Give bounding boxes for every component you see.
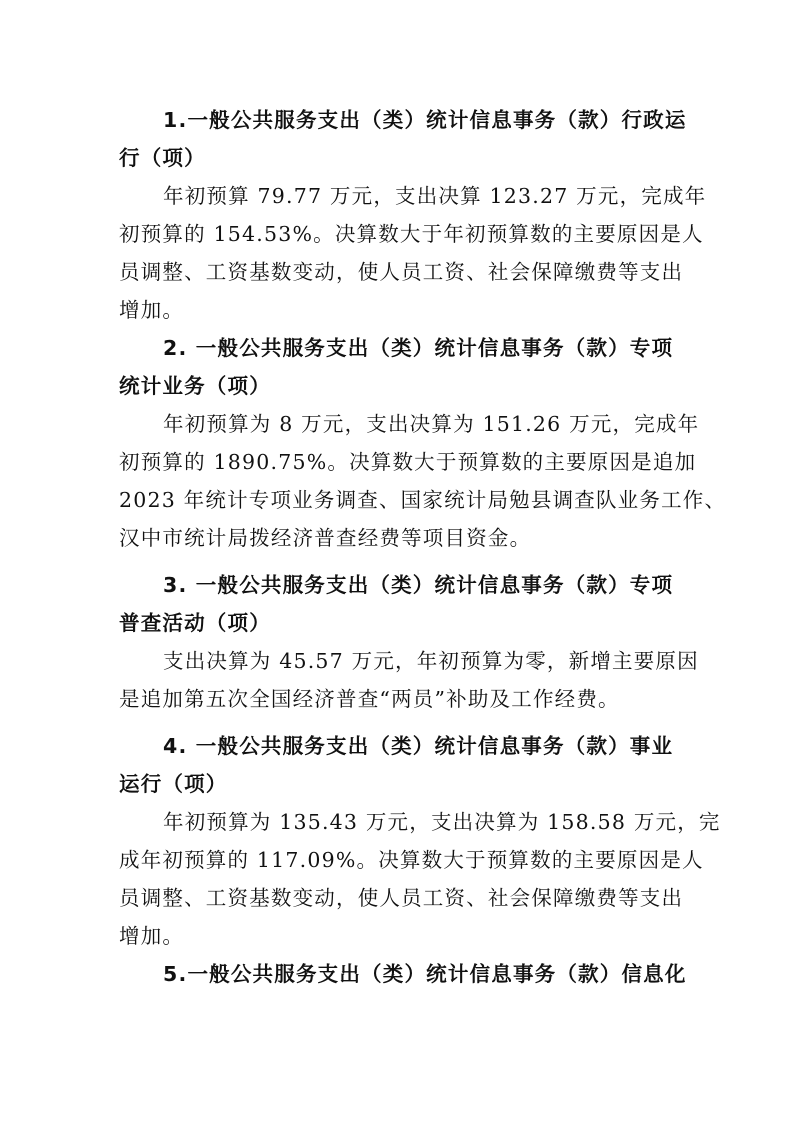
section-1-body-line-2: 初预算的 154.53%。决算数大于年初预算数的主要原因是人 — [119, 222, 704, 246]
section-2-heading-line-1: 2. 一般公共服务支出（类）统计信息事务（款）专项 — [163, 336, 674, 360]
section-4-heading-line-2: 运行（项） — [119, 772, 228, 796]
section-1-body-line-3: 员调整、工资基数变动，使人员工资、社会保障缴费等支出 — [119, 260, 684, 284]
section-1-body-line-1: 年初预算 79.77 万元，支出决算 123.27 万元，完成年 — [163, 184, 707, 208]
section-2-body-line-3: 2023 年统计专项业务调查、国家统计局勉县调查队业务工作、 — [119, 488, 727, 512]
section-4-body-line-4: 增加。 — [119, 924, 185, 948]
section-4-heading-line-1: 4. 一般公共服务支出（类）统计信息事务（款）事业 — [163, 734, 674, 758]
section-2-body-line-4: 汉中市统计局拨经济普查经费等项目资金。 — [119, 526, 532, 550]
section-2-heading-line-2: 统计业务（项） — [119, 374, 271, 398]
section-3-body-line-2: 是追加第五次全国经济普查“两员”补助及工作经费。 — [119, 687, 620, 711]
section-3-body-line-1: 支出决算为 45.57 万元，年初预算为零，新增主要原因 — [163, 649, 699, 673]
section-5-heading-line-1: 5.一般公共服务支出（类）统计信息事务（款）信息化 — [163, 962, 687, 986]
section-3-heading-line-2: 普查活动（项） — [119, 611, 271, 635]
section-4-body-line-2: 成年初预算的 117.09%。决算数大于预算数的主要原因是人 — [119, 848, 704, 872]
section-1-heading-line-1: 1.一般公共服务支出（类）统计信息事务（款）行政运 — [163, 108, 687, 132]
section-3-heading-line-1: 3. 一般公共服务支出（类）统计信息事务（款）专项 — [163, 573, 674, 597]
section-1-heading-line-2: 行（项） — [119, 146, 206, 170]
section-4-body-line-3: 员调整、工资基数变动，使人员工资、社会保障缴费等支出 — [119, 886, 684, 910]
section-2-body-line-2: 初预算的 1890.75%。决算数大于预算数的主要原因是追加 — [119, 450, 697, 474]
section-4-body-line-1: 年初预算为 135.43 万元，支出决算为 158.58 万元，完 — [163, 810, 721, 834]
section-1-body-line-4: 增加。 — [119, 298, 185, 322]
section-2-body-line-1: 年初预算为 8 万元，支出决算为 151.26 万元，完成年 — [163, 412, 700, 436]
